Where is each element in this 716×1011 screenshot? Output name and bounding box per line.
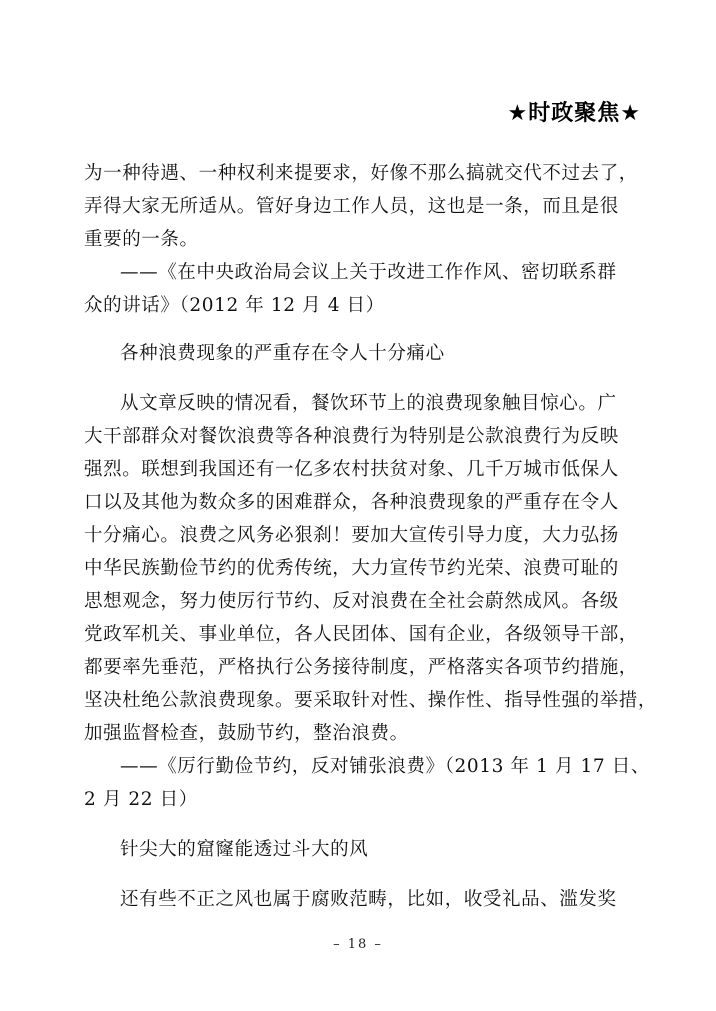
body-line: 思想观念，努力使厉行节约、反对浪费在全社会蔚然成风。各级 bbox=[84, 591, 619, 612]
body-line: 为一种待遇、一种权利来提要求，好像不那么搞就交代不过去了， bbox=[84, 163, 638, 184]
body-line: 重要的一条。 bbox=[84, 229, 199, 250]
body-line: 加强监督检查，鼓励节约，整治浪费。 bbox=[84, 723, 409, 744]
body-line: 口以及其他为数众多的困难群众，各种浪费现象的严重存在令人 bbox=[84, 492, 619, 513]
page-number: – 18 – bbox=[333, 937, 383, 952]
subheading: 针尖大的窟窿能透过斗大的风 bbox=[120, 839, 369, 860]
citation-line: ——《在中央政治局会议上关于改进工作作风、密切联系群 bbox=[120, 262, 617, 283]
subheading: 各种浪费现象的严重存在令人十分痛心 bbox=[120, 343, 445, 364]
body-line: 弄得大家无所适从。管好身边工作人员，这也是一条，而且是很 bbox=[84, 196, 619, 217]
body-line: 从文章反映的情况看，餐饮环节上的浪费现象触目惊心。广 bbox=[120, 393, 617, 414]
citation-line: ——《厉行勤俭节约，反对铺张浪费》（2013 年 1 月 17 日、 bbox=[120, 756, 650, 777]
body-line: 强烈。联想到我国还有一亿多农村扶贫对象、几千万城市低保人 bbox=[84, 459, 619, 480]
body-line: 十分痛心。浪费之风务必狠刹！要加大宣传引导力度，大力弘扬 bbox=[84, 525, 619, 546]
body-line: 还有些不正之风也属于腐败范畴，比如，收受礼品、滥发奖 bbox=[120, 889, 617, 910]
section-header: ★时政聚焦★ bbox=[507, 101, 641, 126]
body-line: 中华民族勤俭节约的优秀传统，大力宣传节约光荣、浪费可耻的 bbox=[84, 558, 619, 579]
body-line: 都要率先垂范，严格执行公务接待制度，严格落实各项节约措施， bbox=[84, 657, 638, 678]
citation-line: 2 月 22 日） bbox=[84, 789, 198, 810]
body-line: 大干部群众对餐饮浪费等各种浪费行为特别是公款浪费行为反映 bbox=[84, 426, 619, 447]
body-line: 坚决杜绝公款浪费现象。要采取针对性、操作性、指导性强的举措， bbox=[84, 690, 658, 711]
body-line: 党政军机关、事业单位，各人民团体、国有企业，各级领导干部， bbox=[84, 624, 638, 645]
citation-line: 众的讲话》（2012 年 12 月 4 日） bbox=[84, 295, 385, 316]
